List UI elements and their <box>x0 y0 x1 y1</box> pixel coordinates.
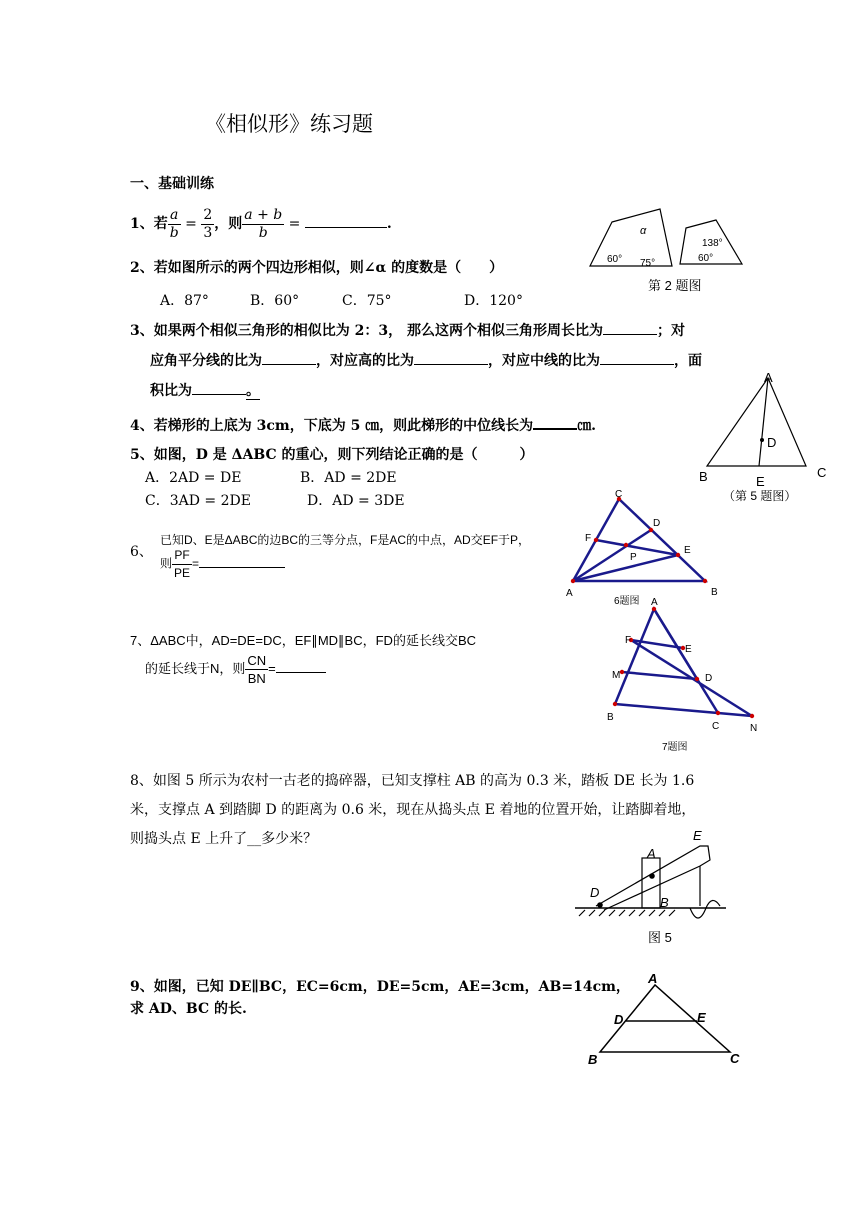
question-1: 1、若 $\frac{a}{b}$ = $\frac{2}{3}$ ，则 $\frac{a + b}{b}$ = . <box>130 206 392 241</box>
q7-label-n: N <box>750 723 758 734</box>
q1-frac-den: b <box>169 224 179 241</box>
q6-label-b: B <box>711 587 718 598</box>
q8-pit <box>690 900 720 918</box>
q5-label-c: C <box>817 465 827 480</box>
q3-blank-perimeter[interactable] <box>603 334 657 335</box>
question-9-line2: 求 AD、BC 的长. <box>130 1001 247 1017</box>
q3-line1b: ；对 <box>656 323 685 339</box>
q5-option-b: B．AD = 2DE <box>300 470 397 486</box>
q1-frac2-num: 2 <box>203 206 213 223</box>
question-7-line2 <box>145 652 326 687</box>
section-heading: 一、基础训练 <box>130 176 214 192</box>
q3-blank-height[interactable] <box>414 364 488 365</box>
q4-unit: ㎝. <box>577 418 597 434</box>
q6-eq: = <box>192 556 200 571</box>
q2-label-60a: 60° <box>607 254 623 265</box>
q7-caption: 7题图 <box>662 742 688 753</box>
q3-line3b: 。 <box>246 383 260 399</box>
q8-point-a <box>650 874 654 878</box>
q2-quad-1 <box>590 209 672 266</box>
q8-pillar <box>642 858 660 908</box>
q9-label-c: C <box>730 1051 740 1066</box>
q6-number: 6、 <box>130 544 153 560</box>
q2-option-a: A．87° <box>160 293 209 309</box>
question-3 <box>130 320 685 340</box>
q5-point-d <box>760 438 764 442</box>
q6-caption: 6题图 <box>614 596 640 607</box>
q2-option-c: C．75° <box>342 293 392 309</box>
q9-label-b: B <box>588 1052 598 1067</box>
q6-line-ae <box>573 555 678 581</box>
q5-triangle <box>707 378 806 466</box>
q7-blank[interactable] <box>276 672 326 673</box>
q1-frac-num: a <box>168 207 181 225</box>
q6-frac-den: PE <box>174 566 191 580</box>
q7-label-c: C <box>712 721 720 732</box>
q8-label-e: E <box>693 828 702 843</box>
q7-figure <box>615 609 752 716</box>
q5-option-d: D．AD = 3DE <box>307 493 405 509</box>
q1-frac3-den: b <box>258 224 268 241</box>
q8-label-d: D <box>590 885 600 900</box>
q1-end: . <box>386 216 392 232</box>
q3-line3a: 积比为 <box>150 383 192 399</box>
q6-label-f: F <box>585 533 592 544</box>
q1-prefix: 1、若 <box>130 216 168 232</box>
q5-option-a: A．2AD = DE <box>145 470 242 486</box>
q9-label-e: E <box>697 1010 706 1025</box>
q5-label-b: B <box>699 469 708 484</box>
question-9-line1: 9、如图，已知 DE∥BC，EC=6cm，DE=5cm，AE=3cm，AB=14cm， <box>130 979 630 995</box>
q2-label-75: 75° <box>640 258 656 269</box>
q3-line2c: ，对应中线的比为 <box>488 353 600 369</box>
q3-line2b: ，对应高的比为 <box>316 353 414 369</box>
q8-hatching <box>579 910 675 916</box>
q6-figure <box>573 499 705 581</box>
q7-frac-num: CN <box>247 653 267 668</box>
q8-label-a: A <box>647 846 656 861</box>
q8-labels <box>590 828 702 945</box>
question-2: 2、若如图所示的两个四边形相似，则∠α 的度数是（ ） <box>130 260 504 276</box>
q9-label-d: D <box>614 1012 624 1027</box>
q8-label-b: B <box>660 895 669 910</box>
q8-point-d <box>598 903 602 907</box>
q2-option-b: B．60° <box>250 293 300 309</box>
q1-frac3-num: a + b <box>244 206 283 223</box>
question-6: 已知D、E是ΔABC的边BC的三等分点，F是AC的中点，AD交EF于P， <box>160 533 531 547</box>
q7-label-e: E <box>685 644 692 655</box>
q7-label-d: D <box>705 673 713 684</box>
q6-blank[interactable] <box>199 567 285 568</box>
q6-then: 则 <box>160 556 173 571</box>
q5-label-e: E <box>756 474 765 489</box>
q5-median <box>759 378 768 466</box>
q5-label-d: D <box>767 435 777 450</box>
question-8-line3: 则捣头点 E 上升了__多少米？ <box>130 831 318 847</box>
q2-label-alpha: α <box>640 225 647 237</box>
q2-caption: 第 2 题图 <box>648 278 702 293</box>
question-8-line2: 米，支撑点 A 到踏脚 D 的距离为 0.6 米，现在从捣头点 E 着地的位置开始，让踏脚着地， <box>130 802 696 818</box>
q5-option-c: C．3AD = 2DE <box>145 493 251 509</box>
q6-label-p: P <box>630 552 637 563</box>
q3-line2a: 应角平分线的比为 <box>150 353 262 369</box>
q2-label-60b: 60° <box>698 253 714 264</box>
q7-eq: = <box>268 660 276 676</box>
question-4 <box>130 415 596 435</box>
q3-blank-bisector[interactable] <box>262 364 316 365</box>
q8-caption: 图 5 <box>648 930 672 945</box>
q7-points <box>613 607 754 718</box>
q7-label-f: F <box>625 635 632 646</box>
q5-caption: （第 5 题图） <box>723 489 797 503</box>
q7-line2: 的延长线于N，则 <box>145 660 246 676</box>
q3-line1: 3、如果两个相似三角形的相似比为 2：3， 那么这两个相似三角形周长比为 <box>130 323 603 339</box>
q2-label-138: 138° <box>702 238 723 249</box>
q7-label-b: B <box>607 712 614 723</box>
question-3-line3 <box>150 380 260 400</box>
q7-label-a: A <box>651 597 658 608</box>
question-8-line1: 8、如图 5 所示为农村一古老的捣碎器，已知支撑柱 AB 的高为 0.3 米，踏板 DE 长为 1.6 <box>130 773 695 789</box>
q7-labels <box>607 597 757 753</box>
q6-label-a: A <box>566 588 573 599</box>
q6-frac-num: PF <box>172 547 192 565</box>
q3-blank-median[interactable] <box>600 364 674 365</box>
q2-figure <box>590 209 742 293</box>
q7-frac-den: BN <box>247 671 266 686</box>
question-3-line2 <box>150 350 702 370</box>
question-5: 5、如图，D 是 ΔABC 的重心，则下列结论正确的是（ ） <box>130 447 534 463</box>
question-6-answer <box>160 547 285 582</box>
q4-text: 4、若梯形的上底为 3cm，下底为 5 ㎝，则此梯形的中位线长为 <box>130 418 534 434</box>
q1-frac2-den: 3 <box>203 224 213 241</box>
q3-blank-area[interactable] <box>192 394 246 395</box>
q5-figure <box>699 370 826 503</box>
q2-option-d: D．120° <box>464 293 523 309</box>
q4-blank[interactable] <box>533 428 577 430</box>
q3-line2d: ，面 <box>674 353 702 369</box>
q9-label-a: A <box>648 971 658 986</box>
q1-then: ，则 <box>214 216 243 232</box>
q6-label-e: E <box>684 545 691 556</box>
q5-label-a: A <box>764 370 773 385</box>
question-7: 7、ΔABC中，AD=DE=DC，EF∥MD∥BC，FD的延长线交BC <box>130 633 476 648</box>
q7-label-m: M <box>612 670 621 681</box>
q6-label-c: C <box>615 489 623 500</box>
page-title: 《相似形》练习题 <box>205 112 373 136</box>
q6-label-d: D <box>653 518 661 529</box>
